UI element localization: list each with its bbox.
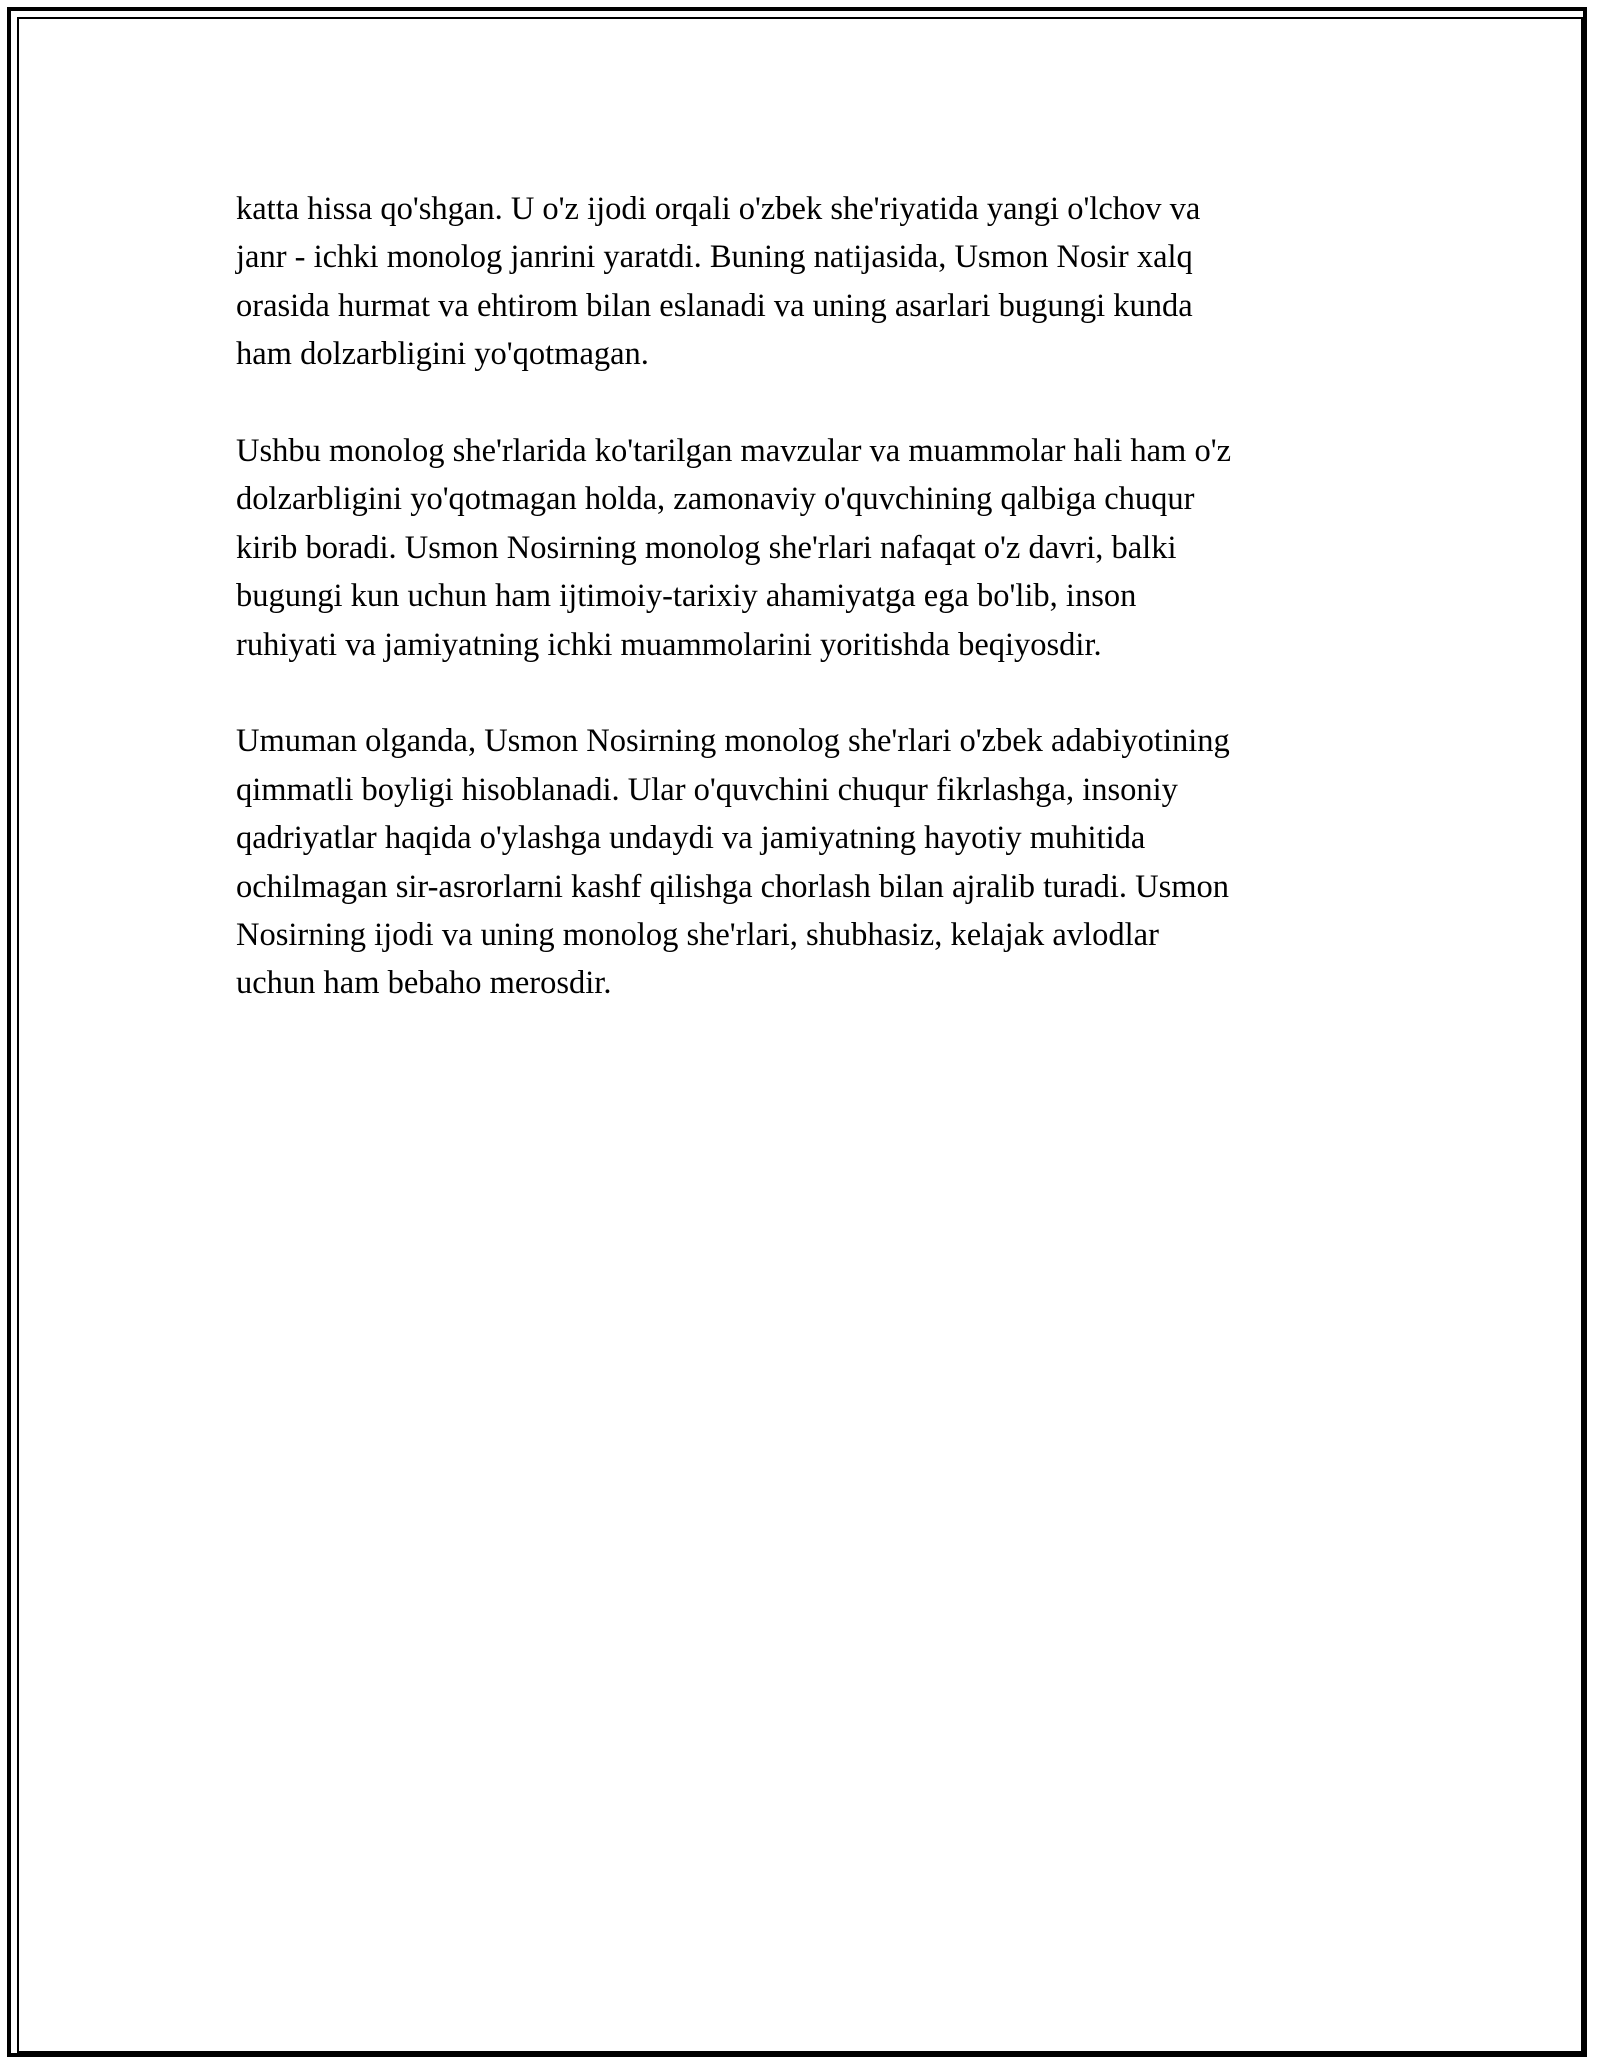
- paragraph-1: katta hissa qo'shgan. U o'z ijodi orqali o'zbek she'riyatida yangi o'lchov va janr - ichki monolog janrini yaratdi. Buning natijasida, Usmon Nosir xalq orasida hurmat va ehtirom bilan eslanadi va uning asarlari bugungi kunda ham dolzarbligini yo'qotmagan.: [236, 191, 1201, 373]
- paragraph-2: Ushbu monolog she'rlarida ko'tarilgan mavzular va muammolar hali ham o'z dolzarbligini yo'qotmagan holda, zamonaviy o'quvchining qalbiga chuqur kirib boradi. Usmon Nosirning monolog she'rlari nafaqat o'z davri, balki bugungi kun uchun ham ijtimoiy-tarixiy ahamiyatga ega bo'lib, inson ruhiyati va jamiyatning ichki muammolarini yoritishda beqiyosdir.: [236, 433, 1231, 663]
- document-body: [236, 185, 1366, 1056]
- paragraph-3: Umuman olganda, Usmon Nosirning monolog she'rlari o'zbek adabiyotining qimmatli boyligi hisoblanadi. Ular o'quvchini chuqur fikrlashga, insoniy qadriyatlar haqida o'ylashga undaydi va jamiyatning hayotiy muhitida ochilmagan sir-asrorlarni kashf qilishga chorlash bilan ajralib turadi. Usmon Nosirning ijodi va uning monolog she'rlari, shubhasiz, kelajak avlodlar uchun ham bebaho merosdir.: [236, 723, 1230, 1002]
